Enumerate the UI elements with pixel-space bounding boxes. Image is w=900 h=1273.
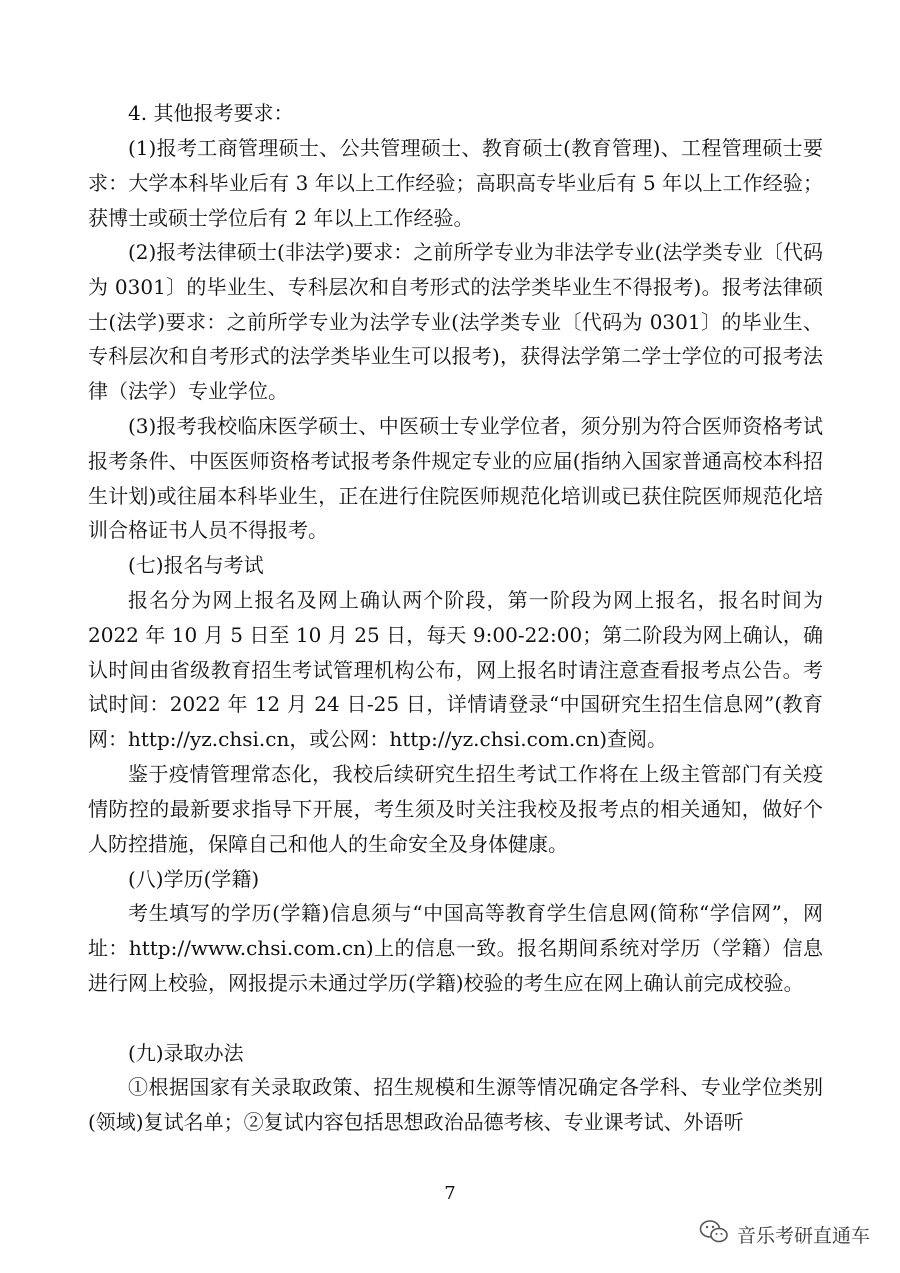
paragraph-epidemic: 鉴于疫情管理常态化，我校后续研究生招生考试工作将在上级主管部门有关疫情防控的最新要求指导下开展，考生须及时关注我校及报考点的相关通知，做好个人防控措施，保障自己和他人的生命安全及身体健康。 [88, 762, 823, 856]
paragraph-requirement-3: (3)报考我校临床医学硕士、中医硕士专业学位者，须分别为符合医师资格考试报考条件、中医医师资格考试报考条件规定专业的应届(指纳入国家普通高校本科招生计划)或往届本科毕业生，正在进行住院医师规范化培训或已获住院医师规范化培训合格证书人员不得报考。 [88, 414, 823, 543]
paragraph-requirement-1: (1)报考工商管理硕士、公共管理硕士、教育硕士(教育管理)、工程管理硕士要求：大学本科毕业后有 3 年以上工作经验；高职高专毕业后有 5 年以上工作经验；获博士或硕士学位后有 2 年以上工作经验。 [88, 136, 823, 230]
paragraph-other-requirements-heading: 4. 其他报考要求： [128, 101, 294, 125]
page-number: 7 [444, 1183, 456, 1204]
watermark-text: 音乐考研直通车 [736, 1225, 870, 1247]
section-heading-admission: (九)录取办法 [128, 1041, 244, 1065]
paragraph-admission: ①根据国家有关录取政策、招生规模和生源等情况确定各学科、专业学位类别(领域)复试名单；②复试内容包括思想政治品德考核、专业课考试、外语听 [88, 1075, 823, 1134]
paragraph-requirement-2: (2)报考法律硕士(非法学)要求：之前所学专业为非法学专业(法学类专业〔代码为 0301〕的毕业生、专科层次和自考形式的法学类毕业生不得报考)。报考法律硕士(法学)要求：之前所学专业为法学专业(法学类专业〔代码为 0301〕的毕业生、专科层次和自考形式的法学类毕业生可以报考)，获得法学第二学士学位的可报考法律（法学）专业学位。 [88, 240, 823, 404]
section-heading-registration: (七)报名与考试 [128, 553, 264, 577]
paragraph-education: 考生填写的学历(学籍)信息须与“中国高等教育学生信息网(简称“学信网”，网址：http://www.chsi.com.cn)上的信息一致。报名期间系统对学历（学籍）信息进行网上校验，网报提示未通过学历(学籍)校验的考生应在网上确认前完成校验。 [88, 901, 823, 995]
watermark [699, 1218, 870, 1251]
wechat-icon [699, 1218, 729, 1251]
paragraph-registration: 报名分为网上报名及网上确认两个阶段，第一阶段为网上报名，报名时间为 2022 年 10 月 5 日至 10 月 25 日，每天 9:00-22:00；第二阶段为网上确认，确认时间由省级教育招生考试管理机构公布，网上报名时请注意查看报考点公告。考试时间：2022 年 12 月 24 日-25 日，详情请登录“中国研究生招生信息网”(教育网：http://yz.chsi.cn，或公网：http://yz.chsi.com.cn)查阅。 [88, 588, 823, 752]
section-heading-education: (八)学历(学籍) [128, 867, 260, 891]
